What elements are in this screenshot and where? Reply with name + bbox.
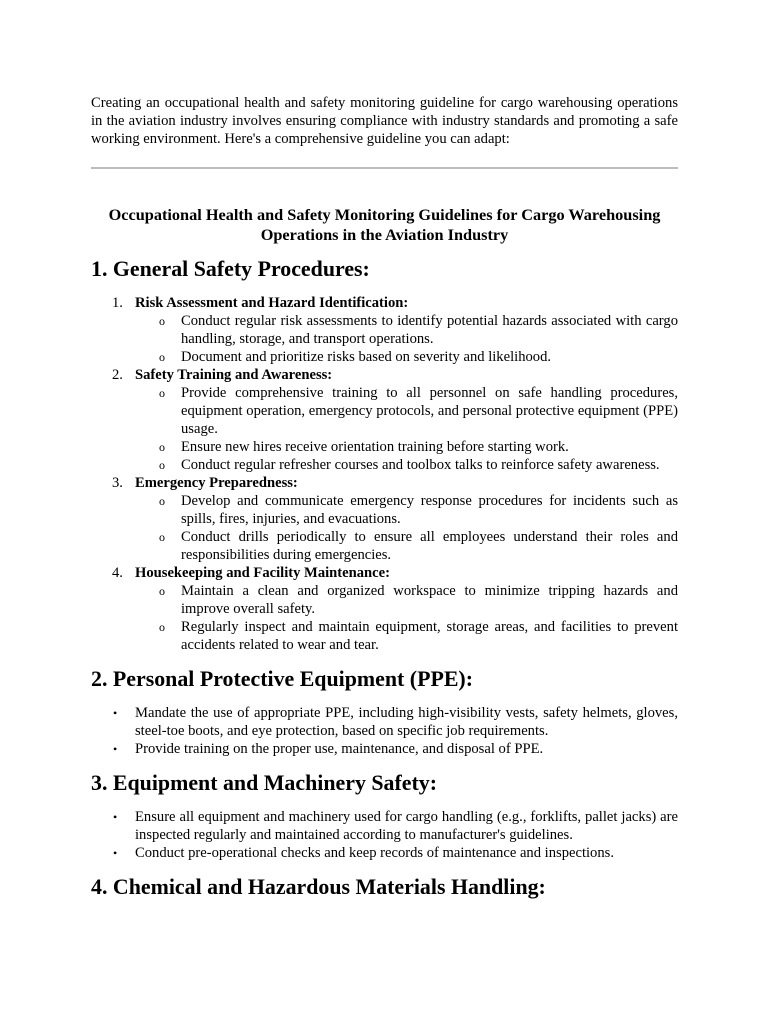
bullet-item-text: Conduct pre-operational checks and keep records of maintenance and inspections.: [135, 845, 614, 861]
list-item: [91, 294, 678, 366]
section-heading-chemical: 4. Chemical and Hazardous Materials Handling:: [91, 874, 546, 899]
item-title: Emergency Preparedness:: [135, 475, 298, 491]
bullet-icon: •: [113, 742, 118, 756]
circle-bullet-icon: o: [159, 530, 165, 544]
bullet-list-ppe: [91, 704, 678, 758]
sub-list-item: [137, 456, 678, 474]
bullet-icon: •: [113, 810, 118, 824]
sub-item-text: Develop and communicate emergency response procedures for incidents such as spills, fires, injuries, and evacuations.: [181, 493, 678, 527]
bullet-icon: •: [113, 846, 118, 860]
bullet-list-item: [91, 740, 678, 758]
circle-bullet-icon: o: [159, 314, 165, 328]
circle-bullet-icon: o: [159, 386, 165, 400]
item-number: 4.: [112, 565, 123, 581]
sub-list: [91, 312, 678, 366]
item-number: 2.: [112, 367, 123, 383]
sub-list: [91, 384, 678, 474]
sub-list-item: [137, 438, 678, 456]
section-heading-general-safety: 1. General Safety Procedures:: [91, 256, 370, 281]
item-title: Housekeeping and Facility Maintenance:: [135, 565, 390, 581]
sub-list-item: [137, 528, 678, 564]
horizontal-rule: [91, 167, 678, 169]
bullet-list-item: [91, 808, 678, 844]
item-title: Risk Assessment and Hazard Identification:: [135, 295, 409, 311]
item-number: 1.: [112, 295, 123, 311]
bullet-item-text: Mandate the use of appropriate PPE, including high-visibility vests, safety helmets, gloves, steel-toe boots, and eye protection, based on specific job requirements.: [135, 705, 678, 739]
sub-list-item: [137, 384, 678, 438]
sub-list-item: [137, 492, 678, 528]
sub-item-text: Conduct drills periodically to ensure all employees understand their roles and responsibilities during emergencies.: [181, 529, 678, 563]
bullet-icon: •: [113, 706, 118, 720]
list-item: [91, 366, 678, 474]
circle-bullet-icon: o: [159, 620, 165, 634]
sub-item-text: Conduct regular refresher courses and toolbox talks to reinforce safety awareness.: [181, 457, 660, 473]
sub-list-item: [137, 618, 678, 654]
numbered-list-general-safety: [91, 294, 678, 654]
bullet-list-equipment: [91, 808, 678, 862]
circle-bullet-icon: o: [159, 458, 165, 472]
item-number: 3.: [112, 475, 123, 491]
bullet-item-text: Provide training on the proper use, maintenance, and disposal of PPE.: [135, 741, 544, 757]
sub-item-text: Maintain a clean and organized workspace to minimize tripping hazards and improve overall safety.: [181, 583, 678, 617]
sub-list: [91, 582, 678, 654]
section-heading-equipment: 3. Equipment and Machinery Safety:: [91, 770, 438, 795]
section-heading-ppe: 2. Personal Protective Equipment (PPE):: [91, 666, 474, 691]
list-item: [91, 474, 678, 564]
circle-bullet-icon: o: [159, 440, 165, 454]
circle-bullet-icon: o: [159, 584, 165, 598]
sub-item-text: Ensure new hires receive orientation training before starting work.: [181, 439, 569, 455]
sub-list-item: [137, 312, 678, 348]
bullet-item-text: Ensure all equipment and machinery used for cargo handling (e.g., forklifts, pallet jacks) are inspected regularly and maintained according to manufacturer's guidelines.: [135, 809, 678, 843]
document-title: Occupational Health and Safety Monitoring Guidelines for Cargo Warehousing Operations in the Aviation Industry: [108, 205, 661, 244]
sub-item-text: Document and prioritize risks based on severity and likelihood.: [181, 349, 552, 365]
list-item: [91, 564, 678, 654]
sub-item-text: Regularly inspect and maintain equipment, storage areas, and facilities to prevent accidents related to wear and tear.: [181, 619, 678, 653]
document-page: [91, 94, 678, 899]
sub-item-text: Provide comprehensive training to all personnel on safe handling procedures, equipment operation, emergency protocols, and personal protective equipment (PPE) usage.: [181, 385, 678, 437]
intro-paragraph: Creating an occupational health and safety monitoring guideline for cargo warehousing operations in the aviation industry involves ensuring compliance with industry standards and promoting a safe working environment. Here's a comprehensive guideline you can adapt:: [91, 95, 678, 147]
sub-item-text: Conduct regular risk assessments to identify potential hazards associated with cargo handling, storage, and transport operations.: [181, 313, 678, 347]
sub-list: [91, 492, 678, 564]
sub-list-item: [137, 348, 678, 366]
bullet-list-item: [91, 704, 678, 740]
bullet-list-item: [91, 844, 678, 862]
circle-bullet-icon: o: [159, 494, 165, 508]
item-title: Safety Training and Awareness:: [135, 367, 333, 383]
circle-bullet-icon: o: [159, 350, 165, 364]
sub-list-item: [137, 582, 678, 618]
